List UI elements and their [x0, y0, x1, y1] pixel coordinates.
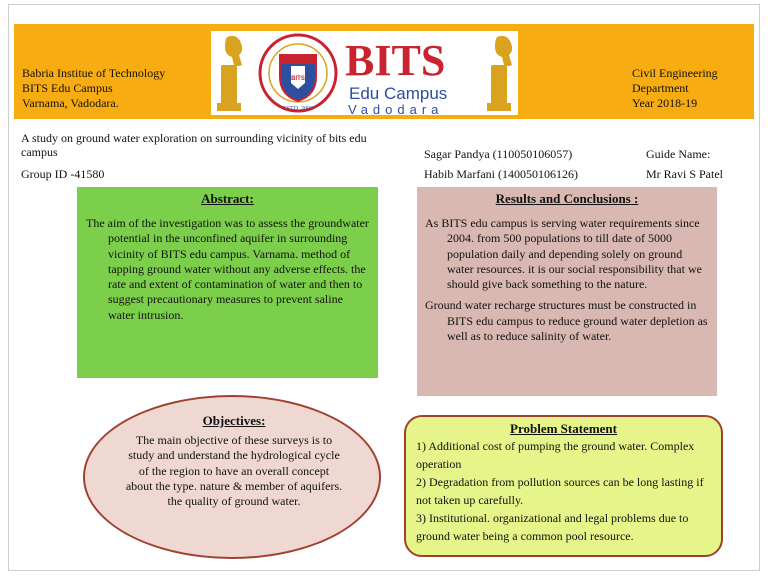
problem-box [404, 415, 723, 557]
results-paragraph: Ground water recharge structures must be constructed in BITS edu campus to reduce ground water depletion as well as to reduce salinity of water. [425, 298, 708, 344]
abstract-title: Abstract: [201, 191, 254, 206]
department-line: Civil Engineering [632, 66, 718, 80]
results-box [417, 187, 717, 396]
department-info [632, 66, 718, 111]
objectives-ellipse [83, 395, 381, 559]
institute-line: Babria Institue of Technology [22, 66, 166, 80]
problem-item: 1) Additional cost of pumping the ground water. Complex operation [416, 439, 695, 471]
results-paragraph: As BITS edu campus is serving water requirements since 2004. from 500 populations to till date of 5000 population daily and depending solely on ground water resources. it is our social responsibility that we should give back something to the nature. [425, 216, 702, 292]
lion-statue-right-icon [487, 36, 512, 111]
svg-text:ESTD. 2003: ESTD. 2003 [283, 106, 313, 112]
problem-title: Problem Statement [510, 421, 617, 436]
svg-text:BITS: BITS [291, 76, 305, 82]
results-title: Results and Conclusions : [495, 191, 639, 206]
student-name: Habib Marfani (140050106126) [424, 167, 578, 181]
header-band [14, 24, 754, 119]
objectives-title: Objectives: [202, 413, 266, 428]
department-line: Department [632, 81, 689, 95]
svg-text:Vadodara: Vadodara [348, 102, 444, 115]
objectives-content [125, 413, 343, 509]
project-title: A study on ground water exploration on surrounding vicinity of bits edu campus [21, 131, 367, 159]
institute-line: Varnama, Vadodara. [22, 96, 119, 110]
institute-info [22, 66, 165, 111]
abstract-box [77, 187, 378, 378]
objectives-text: The main objective of these surveys is to study and understand the hydrological cycle of the region to have an overall concept about the type. nature & member of aquifers. the quality of ground water. [125, 433, 343, 509]
lion-statue-left-icon [217, 36, 242, 111]
abstract-text: The aim of the investigation was to assess the groundwater potential in the unconfined aquifer in surrounding vicinity of BITS edu campus. Varnama. method of tapping ground water without any adverse effects. the rate and extent of contamination of water and then to suggest precautionary measures to prevent saline water intrusion. [86, 216, 369, 322]
college-seal-icon [260, 35, 336, 112]
bits-logo [211, 31, 518, 115]
group-id: Group ID -41580 [21, 167, 105, 181]
guide-label: Guide Name: [646, 147, 711, 161]
department-line: Year 2018-19 [632, 96, 698, 110]
institute-line: BITS Edu Campus [22, 81, 113, 95]
svg-text:BITS: BITS [345, 36, 446, 85]
problem-item: 3) Institutional. organizational and legal problems due to ground water being a common pool resource. [416, 511, 689, 543]
student-name: Sagar Pandya (110050106057) [424, 147, 573, 161]
problem-item: 2) Degradation from pollution sources can be long lasting if not taken up carefully. [416, 475, 704, 507]
guide-name: Mr Ravi S Patel [646, 167, 723, 181]
svg-text:Edu Campus: Edu Campus [349, 84, 448, 103]
